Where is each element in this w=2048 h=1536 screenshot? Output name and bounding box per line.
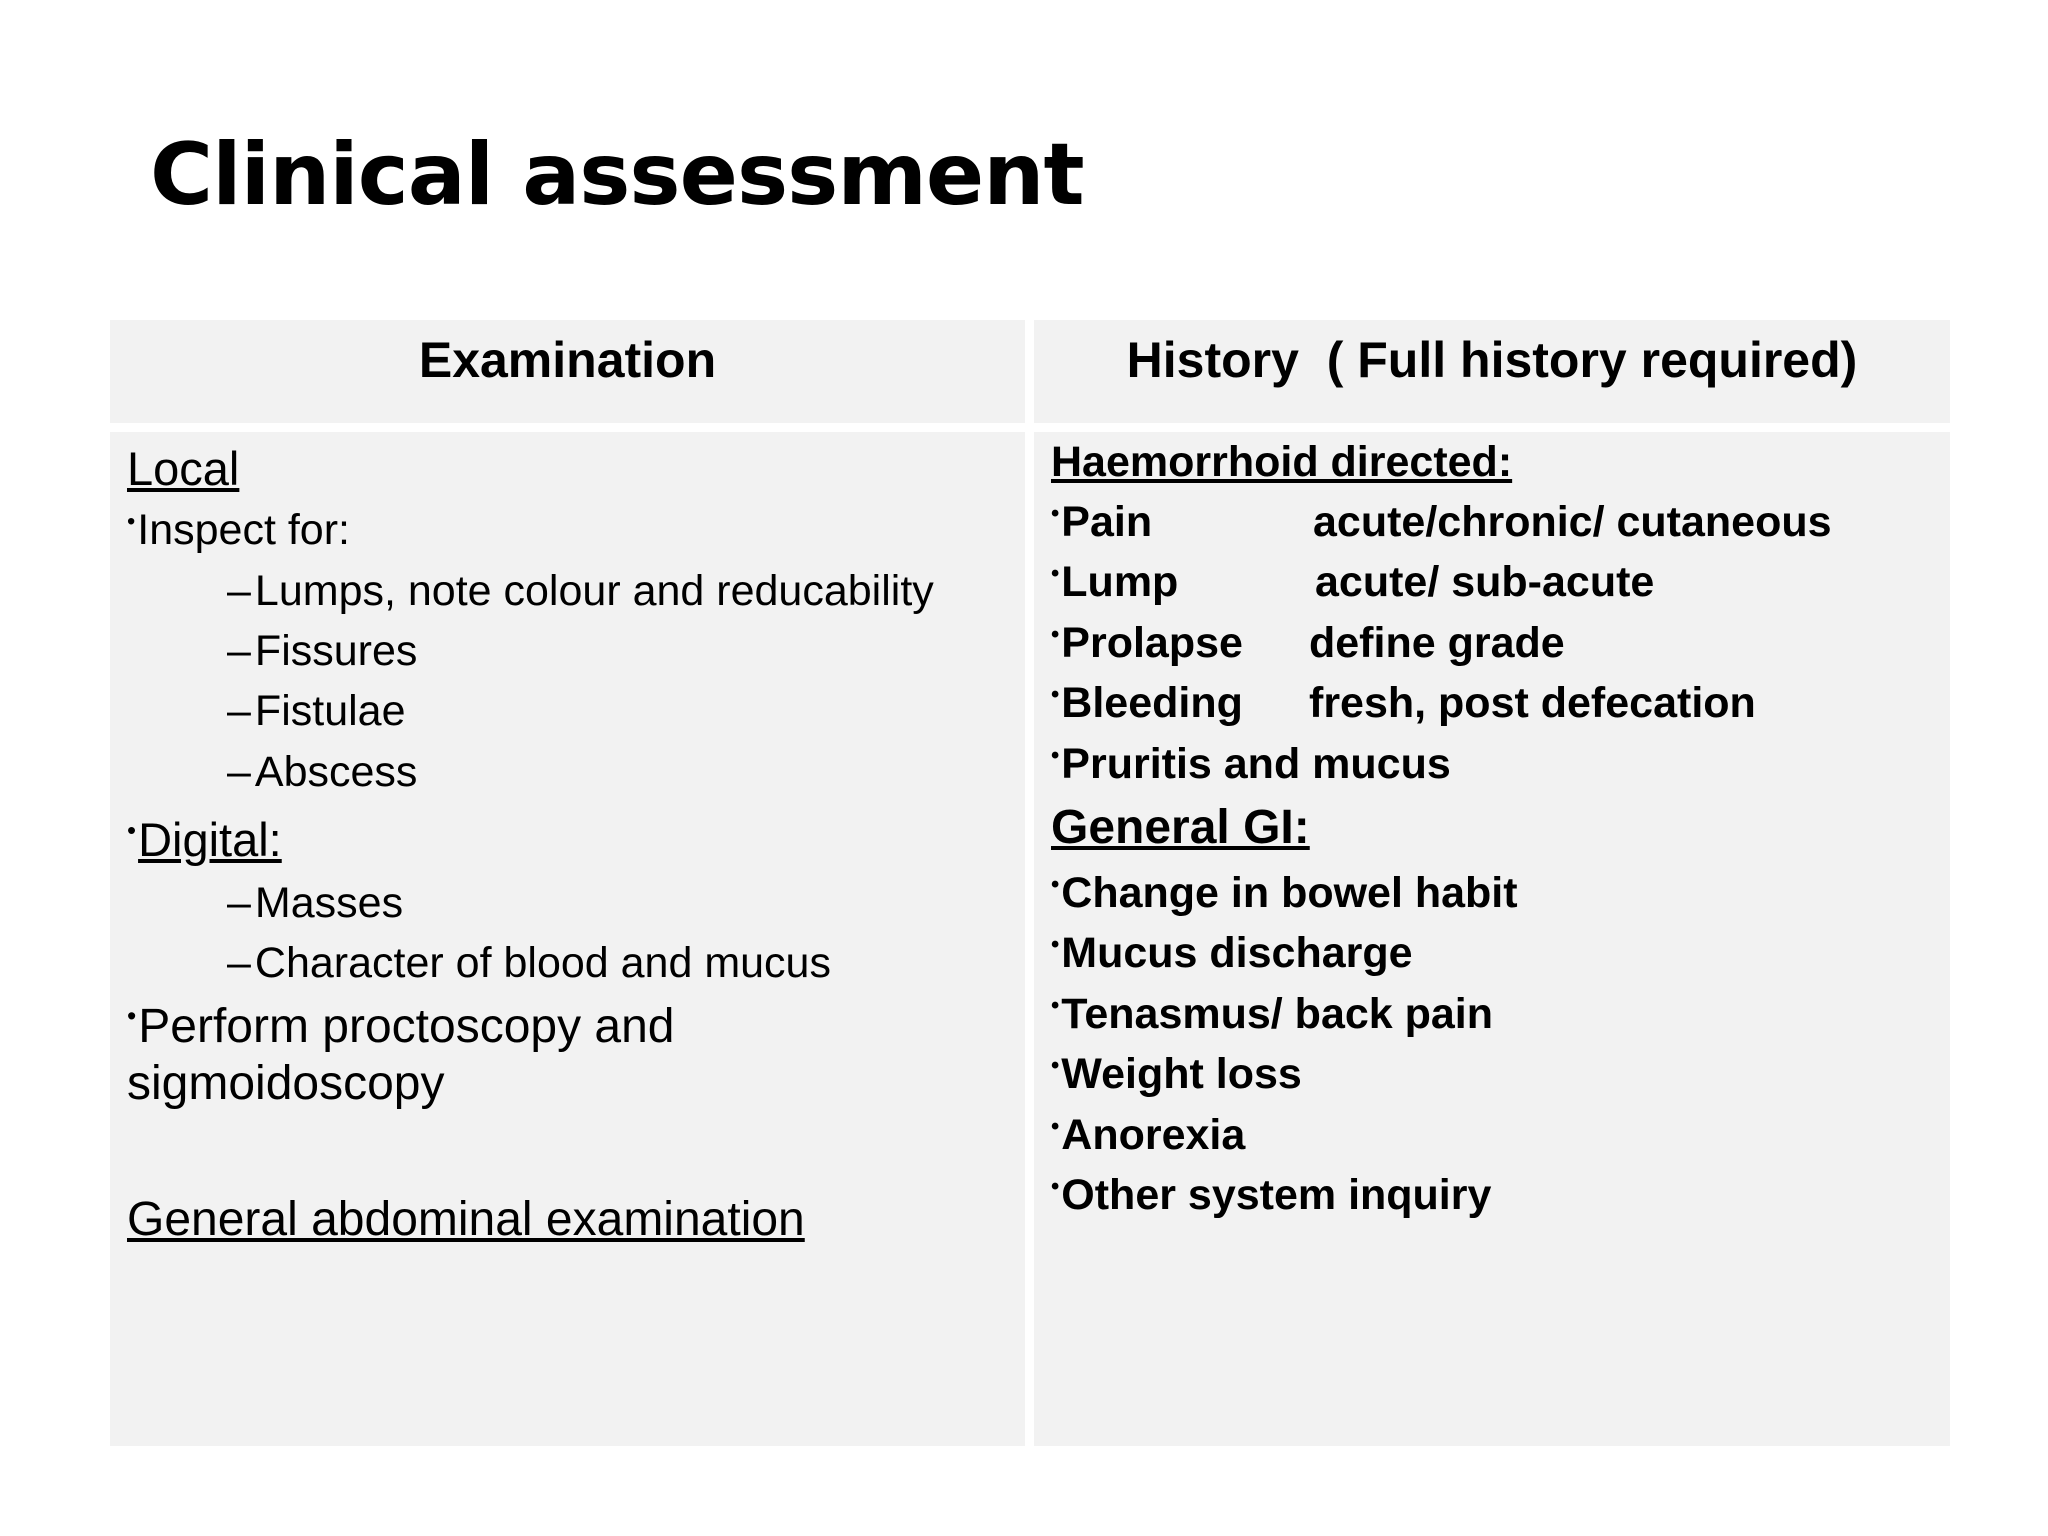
general-gi-item: [1051, 1171, 1492, 1219]
general-abdominal-heading: General abdominal examination: [127, 1193, 805, 1246]
perform-text: Perform proctoscopy and sigmoidoscopy: [127, 1000, 675, 1110]
item-text: Change in bowel habit: [1061, 869, 1518, 917]
dash-icon: –: [227, 567, 251, 615]
general-gi-item: [1051, 1111, 1246, 1159]
dash-icon: –: [227, 879, 251, 927]
haemorrhoid-item: [1051, 679, 1931, 727]
item-detail: fresh, post defecation: [1309, 679, 1756, 727]
bullet-icon: •: [127, 508, 136, 535]
general-gi-item: [1051, 929, 1413, 977]
history-body-cell: [1034, 432, 1950, 1446]
item-term: Pruritis and mucus: [1061, 740, 1451, 788]
haemorrhoid-item: [1051, 498, 1931, 546]
haemorrhoid-item: [1051, 558, 1931, 606]
item-text: Anorexia: [1061, 1111, 1246, 1159]
bullet-icon: •: [1051, 931, 1060, 958]
inspect-label: Inspect for:: [137, 506, 350, 554]
slide-title: Clinical assessment: [150, 125, 1084, 225]
bullet-icon: •: [1051, 1052, 1060, 1079]
bullet-icon: •: [1051, 560, 1060, 587]
bullet-icon: •: [1051, 871, 1060, 898]
item-text: Tenasmus/ back pain: [1061, 990, 1494, 1038]
bullet-icon: •: [1051, 742, 1060, 769]
item-term: Bleeding: [1061, 679, 1243, 727]
sub-item-text: Fissures: [254, 627, 418, 675]
item-term: Pain: [1061, 498, 1153, 546]
sub-item-text: Lumps, note colour and reducability: [254, 567, 934, 615]
perform-item: [127, 999, 767, 1112]
sub-item-text: Character of blood and mucus: [254, 939, 831, 987]
bullet-icon: •: [127, 817, 137, 846]
bullet-icon: •: [1051, 1173, 1060, 1200]
inspect-sub-item: [227, 627, 418, 675]
general-gi-item: [1051, 869, 1518, 917]
dash-icon: –: [227, 939, 251, 987]
digital-label: Digital:: [138, 813, 282, 866]
item-term: Lump: [1061, 558, 1179, 606]
sub-item-text: Masses: [254, 879, 404, 927]
item-detail: acute/ sub-acute: [1315, 558, 1655, 606]
item-detail: acute/chronic/ cutaneous: [1313, 498, 1832, 546]
general-gi-heading: General GI:: [1051, 801, 1310, 854]
examination-body-cell: [110, 432, 1025, 1446]
history-header: History ( Full history required): [1126, 332, 1858, 388]
history-header-cell: [1034, 320, 1950, 423]
examination-header-cell: [110, 320, 1025, 423]
item-detail: define grade: [1309, 619, 1565, 667]
dash-icon: –: [227, 687, 251, 735]
dash-icon: –: [227, 748, 251, 796]
local-heading: Local: [127, 442, 240, 495]
inspect-sub-item: [227, 748, 418, 796]
haemorrhoid-heading: Haemorrhoid directed:: [1051, 438, 1513, 486]
item-text: Other system inquiry: [1061, 1171, 1492, 1219]
bullet-icon: •: [1051, 621, 1060, 648]
item-text: Mucus discharge: [1061, 929, 1413, 977]
item-term: Prolapse: [1061, 619, 1243, 667]
digital-sub-item: [227, 879, 404, 927]
inspect-item: [127, 506, 350, 554]
inspect-sub-item: [227, 687, 406, 735]
general-gi-item: [1051, 990, 1494, 1038]
item-text: Weight loss: [1061, 1050, 1302, 1098]
general-gi-item: [1051, 1050, 1302, 1098]
bullet-icon: •: [1051, 1113, 1060, 1140]
bullet-icon: •: [127, 1000, 137, 1031]
digital-sub-item: [227, 939, 831, 987]
haemorrhoid-item: [1051, 740, 1451, 788]
haemorrhoid-item: [1051, 619, 1931, 667]
bullet-icon: •: [1051, 992, 1060, 1019]
dash-icon: –: [227, 627, 251, 675]
bullet-icon: •: [1051, 681, 1060, 708]
examination-header: Examination: [418, 332, 717, 388]
digital-item: [127, 813, 282, 866]
sub-item-text: Abscess: [254, 748, 418, 796]
sub-item-text: Fistulae: [254, 687, 406, 735]
bullet-icon: •: [1051, 500, 1060, 527]
inspect-sub-item: [227, 567, 934, 615]
